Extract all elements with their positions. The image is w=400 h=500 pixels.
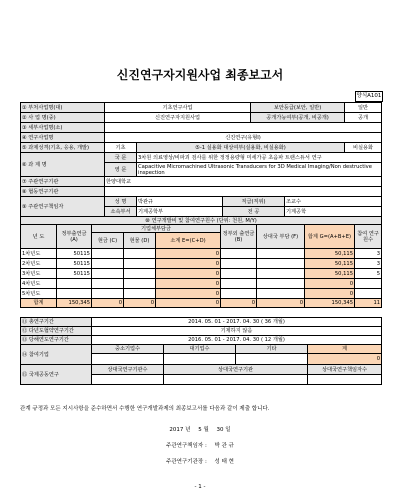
- sum-label: 합계: [21, 299, 57, 308]
- value-security: 일반: [345, 103, 382, 113]
- value-pi-dept: 기계공학부: [137, 207, 223, 217]
- value-total-period: 2014. 05. 01 - 2017. 04. 30 ( 36 개월): [92, 318, 382, 327]
- value-ministry-program: 기초연구사업: [105, 103, 251, 113]
- col-in-kind: 현물 (D): [124, 233, 156, 249]
- total-cell: 50,115: [305, 269, 355, 279]
- col-total: 합계 G=(A+B+E): [305, 225, 355, 249]
- label-pi-position: 직급(직위): [223, 197, 285, 207]
- value-disclosure: 공개: [345, 113, 382, 123]
- nongov-cell: [221, 269, 257, 279]
- kind-cell: [124, 259, 156, 269]
- value-pi-major: 기계공학: [285, 207, 382, 217]
- cash-cell: [92, 249, 124, 259]
- label-sub-program: ③ 세부사업명(소): [21, 123, 105, 133]
- partner-cell: [257, 259, 305, 269]
- submission-statement: 관계 규정과 모든 지시사항을 준수하면서 수행한 연구개발과제의 최종보고서를 다음과 같이 제출 합니다.: [20, 406, 270, 412]
- col-year: 년 도: [21, 225, 57, 249]
- label-intl-research: ⑮ 국제공동연구: [21, 365, 92, 385]
- value-multiyear-period: 기제하지 않음: [92, 327, 382, 336]
- nongov-cell: [221, 279, 257, 289]
- value-commercialization: 비실용화: [345, 143, 382, 153]
- sum-partner: 0: [257, 299, 305, 308]
- date-day: 30: [216, 427, 224, 433]
- value-task-name-english: Capacitive Micromachined Ultrasonic Transducers for 3D Medical Imaging/Non destructive inspection: [137, 163, 382, 177]
- partner-cell: [257, 249, 305, 259]
- partner-cell: [257, 269, 305, 279]
- value-task-name-korean: 3차원 의료영상/비파괴 검사를 위한 정정용량형 미세가공 초음파 트랜스듀서 연구: [137, 153, 382, 163]
- col-gov-fund: 정부출연금 (A): [57, 225, 92, 249]
- date-year: 2017: [169, 427, 184, 433]
- label-task-nature: ⑤ 과제성격(기초, 응용, 개발): [21, 143, 105, 153]
- sum-sub: 0: [156, 299, 221, 308]
- value-pi-name: 박관규: [137, 197, 223, 207]
- value-coop-institution: [105, 187, 382, 197]
- head-signature-line: [0, 457, 400, 465]
- info-table: [20, 102, 382, 217]
- value-lead-institution: 한양대학교: [105, 177, 382, 187]
- table-row: [21, 259, 382, 269]
- sum-cash: 0: [92, 299, 124, 308]
- sum-kind: 0: [124, 299, 156, 308]
- submission-date: [0, 425, 400, 433]
- table-row: [21, 269, 382, 279]
- people-cell: 3: [355, 249, 382, 259]
- cash-cell: [92, 259, 124, 269]
- total-cell: 0: [305, 279, 355, 289]
- people-cell: 3: [355, 259, 382, 269]
- value-partner-inst: [164, 375, 308, 385]
- kind-cell: [124, 269, 156, 279]
- value-sme-count: [92, 354, 164, 365]
- col-researchers: 참여 연구원수: [355, 225, 382, 249]
- sum-gov: 150,345: [57, 299, 92, 308]
- head-signature-name: 성 태 현: [214, 459, 234, 465]
- pi-signature-line: [0, 441, 400, 449]
- sum-nongov: 0: [221, 299, 257, 308]
- value-program: 신진연구자지원사업: [105, 113, 251, 123]
- period-table: [20, 317, 382, 385]
- cash-cell: [92, 279, 124, 289]
- table-row: [21, 249, 382, 259]
- nongov-cell: [221, 289, 257, 299]
- label-english: 영 문: [105, 163, 137, 177]
- date-month: 5: [198, 427, 202, 433]
- label-pi-major: 전 공: [223, 207, 285, 217]
- report-title: 신진연구자지원사업 최종보고서: [116, 68, 284, 82]
- cash-cell: [92, 269, 124, 279]
- total-cell: 50,115: [305, 259, 355, 269]
- gov-cell: [57, 289, 92, 299]
- col-partner-inst: 상대국연구기관: [164, 365, 308, 375]
- cash-cell: [92, 289, 124, 299]
- col-partner-fund: 상대국 부담 (F): [257, 225, 305, 249]
- gov-cell: 50115: [57, 259, 92, 269]
- col-cash: 현금 (C): [92, 233, 124, 249]
- label-ministry-program: ① 부처사업명(대): [21, 103, 105, 113]
- nongov-cell: [221, 249, 257, 259]
- kind-cell: [124, 249, 156, 259]
- date-day-unit: 일: [225, 427, 231, 433]
- sum-people: 11: [355, 299, 382, 308]
- value-large-count: [164, 354, 236, 365]
- value-partner-inst-count: [92, 375, 164, 385]
- col-partner-pi-count: 상대국연구책임자수: [308, 365, 382, 375]
- sub-cell: 0: [156, 249, 221, 259]
- funding-section-header: ⑩ 연구개발비 및 참여연구원수 (단위: 천원, M/Y): [21, 217, 382, 225]
- partner-cell: [257, 279, 305, 289]
- head-signature-label: 주관연구기관장 :: [166, 459, 207, 465]
- people-cell: [355, 279, 382, 289]
- label-total-period: ⑪ 총연구기간: [21, 318, 92, 327]
- year-cell: 4차년도: [21, 279, 57, 289]
- value-pi-position: 조교수: [285, 197, 382, 207]
- label-multiyear-period: ⑫ 다년도협약연구기간: [21, 327, 92, 336]
- label-lead-institution: ⑦ 주관연구기관: [21, 177, 105, 187]
- sub-cell: 0: [156, 259, 221, 269]
- date-year-unit: 년: [185, 427, 191, 433]
- sub-cell: 0: [156, 269, 221, 279]
- label-current-period: ⑬ 당해연도연구기간: [21, 336, 92, 345]
- col-subtotal: 소계 E=(C+D): [156, 233, 221, 249]
- pi-signature-name: 박 관 규: [214, 443, 234, 449]
- sum-total: 150,345: [305, 299, 355, 308]
- value-sub-program: [105, 123, 382, 133]
- form-id-badge: 양식A101: [355, 91, 383, 102]
- table-row: [21, 279, 382, 289]
- pi-signature-label: 주관연구책임자 :: [166, 443, 207, 449]
- year-cell: 2차년도: [21, 259, 57, 269]
- value-company-total: 0: [308, 354, 382, 365]
- label-participating-companies: ⑭ 참여기업: [21, 345, 92, 365]
- value-research-program: 신진연구(유형I): [105, 133, 382, 143]
- people-cell: 5: [355, 269, 382, 279]
- value-partner-pi-count: [308, 375, 382, 385]
- label-pi-name: 성 명: [105, 197, 137, 207]
- label-commercialization: ⑤-1 실용화 대상여부(실용화, 비실용화): [137, 143, 345, 153]
- col-large-count: 대기업수: [164, 345, 236, 354]
- funding-table: [20, 216, 382, 308]
- value-current-period: 2016. 05. 01 - 2017. 04. 30 ( 12 개월): [92, 336, 382, 345]
- sub-cell: 0: [156, 289, 221, 299]
- col-nongov-fund: 정부외 출연금 (B): [221, 225, 257, 249]
- col-corp-fund: 기업체부담금: [92, 225, 221, 233]
- label-disclosure: 공개가능여부(공개, 비공개): [251, 113, 345, 123]
- col-sme-count: 중소기업수: [92, 345, 164, 354]
- gov-cell: 50115: [57, 269, 92, 279]
- value-task-nature: 기초: [105, 143, 137, 153]
- label-pi-dept: 소속부서: [105, 207, 137, 217]
- label-security: 보안등급(보안, 일반): [251, 103, 345, 113]
- label-coop-institution: ⑧ 협동연구기관: [21, 187, 105, 197]
- label-task-name: ⑥ 과 제 명: [21, 153, 105, 177]
- col-company-total: 계: [308, 345, 382, 354]
- gov-cell: [57, 279, 92, 289]
- col-partner-inst-count: 상대국연구기관수: [92, 365, 164, 375]
- label-korean: 국 문: [105, 153, 137, 163]
- sub-cell: 0: [156, 279, 221, 289]
- value-other-count: [236, 354, 308, 365]
- partner-cell: [257, 289, 305, 299]
- people-cell: [355, 289, 382, 299]
- year-cell: 3차년도: [21, 269, 57, 279]
- label-principal-investigator: ⑨ 주관연구책임자: [21, 197, 105, 217]
- date-month-unit: 월: [203, 427, 209, 433]
- label-program: ② 사 업 명(중): [21, 113, 105, 123]
- gov-cell: 50115: [57, 249, 92, 259]
- nongov-cell: [221, 259, 257, 269]
- page-number: - 1 -: [194, 484, 206, 490]
- kind-cell: [124, 279, 156, 289]
- year-cell: 5차년도: [21, 289, 57, 299]
- sum-row: [21, 299, 382, 308]
- table-row: [21, 289, 382, 299]
- total-cell: 0: [305, 289, 355, 299]
- label-research-program: ④ 연구사업명: [21, 133, 105, 143]
- year-cell: 1차년도: [21, 249, 57, 259]
- total-cell: 50,115: [305, 249, 355, 259]
- col-other-count: 기타: [236, 345, 308, 354]
- kind-cell: [124, 289, 156, 299]
